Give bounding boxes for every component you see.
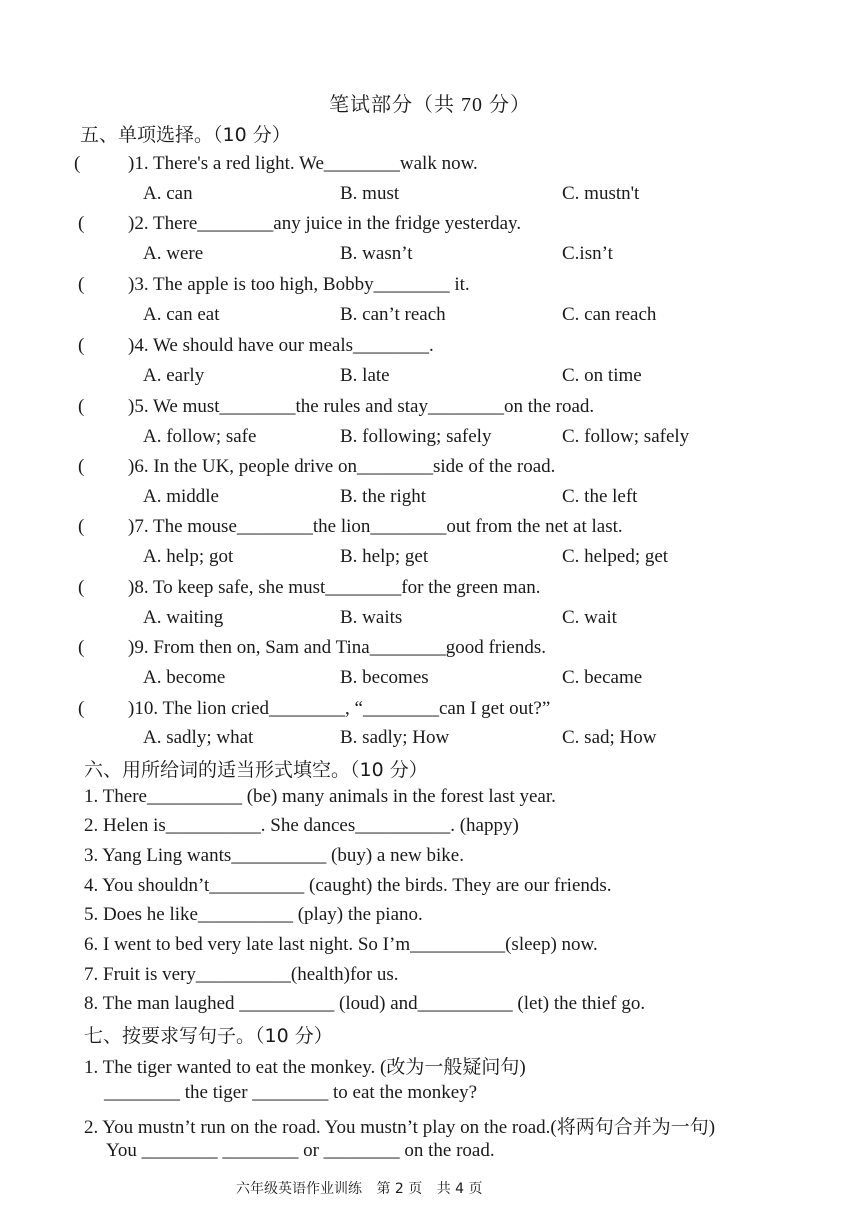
answer-paren: ( xyxy=(78,274,85,295)
option-b: B. must xyxy=(340,183,400,204)
option-a: A. become xyxy=(143,667,226,688)
option-c: C. can reach xyxy=(562,304,657,325)
footer-page-number: 第 2 页 xyxy=(376,1181,423,1197)
question-7: )7. The mouse________the lion________out from the net at last. xyxy=(128,516,623,537)
option-b: B. late xyxy=(340,365,390,386)
section-6-heading: 六、用所给词的适当形式填空。（10 分） xyxy=(84,759,428,781)
option-c: C. sad; How xyxy=(562,727,657,748)
question-4: )4. We should have our meals________. xyxy=(128,335,434,356)
question-1: )1. There's a red light. We________walk now. xyxy=(128,153,478,174)
page-footer xyxy=(236,1178,493,1198)
option-b: B. sadly; How xyxy=(340,727,450,748)
option-a: A. can eat xyxy=(143,304,220,325)
footer-course: 六年级英语作业训练 xyxy=(236,1181,362,1197)
option-b: B. waits xyxy=(340,607,403,628)
option-c: C. follow; safely xyxy=(562,426,690,447)
question-6: )6. In the UK, people drive on________side of the road. xyxy=(128,456,556,477)
option-c: C. on time xyxy=(562,365,642,386)
fill-item-2: 2. Helen is__________. She dances__________. (happy) xyxy=(84,815,519,836)
fill-item-8: 8. The man laughed __________ (loud) and__________ (let) the thief go. xyxy=(84,993,646,1014)
option-b: B. help; get xyxy=(340,546,429,567)
option-b: B. the right xyxy=(340,486,427,507)
question-10: )10. The lion cried________, “________can I get out?” xyxy=(128,698,551,719)
question-8: )8. To keep safe, she must________for the green man. xyxy=(128,577,541,598)
answer-paren: ( xyxy=(78,456,85,477)
option-a: A. help; got xyxy=(143,546,234,567)
option-b: B. following; safely xyxy=(340,426,492,447)
option-c: C. helped; get xyxy=(562,546,669,567)
section-5-heading: 五、单项选择。（10 分） xyxy=(80,124,291,146)
option-c: C. became xyxy=(562,667,643,688)
option-c: C. wait xyxy=(562,607,617,628)
answer-paren: ( xyxy=(74,153,81,174)
option-b: B. wasn’t xyxy=(340,243,413,264)
fill-item-7: 7. Fruit is very__________(health)for us. xyxy=(84,964,399,985)
fill-item-4: 4. You shouldn’t__________ (caught) the birds. They are our friends. xyxy=(84,875,612,896)
fill-item-5: 5. Does he like__________ (play) the piano. xyxy=(84,904,423,925)
question-9: )9. From then on, Sam and Tina________good friends. xyxy=(128,637,546,658)
rewrite-answer-1: ________ the tiger ________ to eat the monkey? xyxy=(104,1082,478,1103)
section-7-heading: 七、按要求写句子。（10 分） xyxy=(84,1025,333,1047)
answer-paren: ( xyxy=(78,637,85,658)
option-b: B. can’t reach xyxy=(340,304,446,325)
footer-total-pages: 共 4 页 xyxy=(436,1181,483,1197)
answer-paren: ( xyxy=(78,698,85,719)
rewrite-question-1: 1. The tiger wanted to eat the monkey. (改为一般疑问句) xyxy=(84,1057,526,1078)
fill-item-1: 1. There__________ (be) many animals in the forest last year. xyxy=(84,786,556,807)
answer-paren: ( xyxy=(78,213,85,234)
rewrite-answer-2: You ________ ________ or ________ on the road. xyxy=(106,1140,495,1161)
rewrite-question-2: 2. You mustn’t run on the road. You mustn’t play on the road.(将两句合并为一句) xyxy=(84,1117,716,1138)
fill-item-6: 6. I went to bed very late last night. So I’m__________(sleep) now. xyxy=(84,934,598,955)
question-5: )5. We must________the rules and stay________on the road. xyxy=(128,396,595,417)
option-a: A. early xyxy=(143,365,205,386)
answer-paren: ( xyxy=(78,577,85,598)
answer-paren: ( xyxy=(78,396,85,417)
option-a: A. waiting xyxy=(143,607,224,628)
question-2: )2. There________any juice in the fridge yesterday. xyxy=(128,213,522,234)
option-c: C. the left xyxy=(562,486,638,507)
fill-item-3: 3. Yang Ling wants__________ (buy) a new bike. xyxy=(84,845,464,866)
option-c: C. mustn't xyxy=(562,183,640,204)
answer-paren: ( xyxy=(78,516,85,537)
page-title: 笔试部分（共 70 分） xyxy=(329,94,531,116)
option-a: A. were xyxy=(143,243,204,264)
option-b: B. becomes xyxy=(340,667,429,688)
option-a: A. can xyxy=(143,183,193,204)
option-a: A. follow; safe xyxy=(143,426,257,447)
option-a: A. middle xyxy=(143,486,219,507)
option-a: A. sadly; what xyxy=(143,727,254,748)
question-3: )3. The apple is too high, Bobby________ it. xyxy=(128,274,470,295)
option-c: C.isn’t xyxy=(562,243,613,264)
answer-paren: ( xyxy=(78,335,85,356)
